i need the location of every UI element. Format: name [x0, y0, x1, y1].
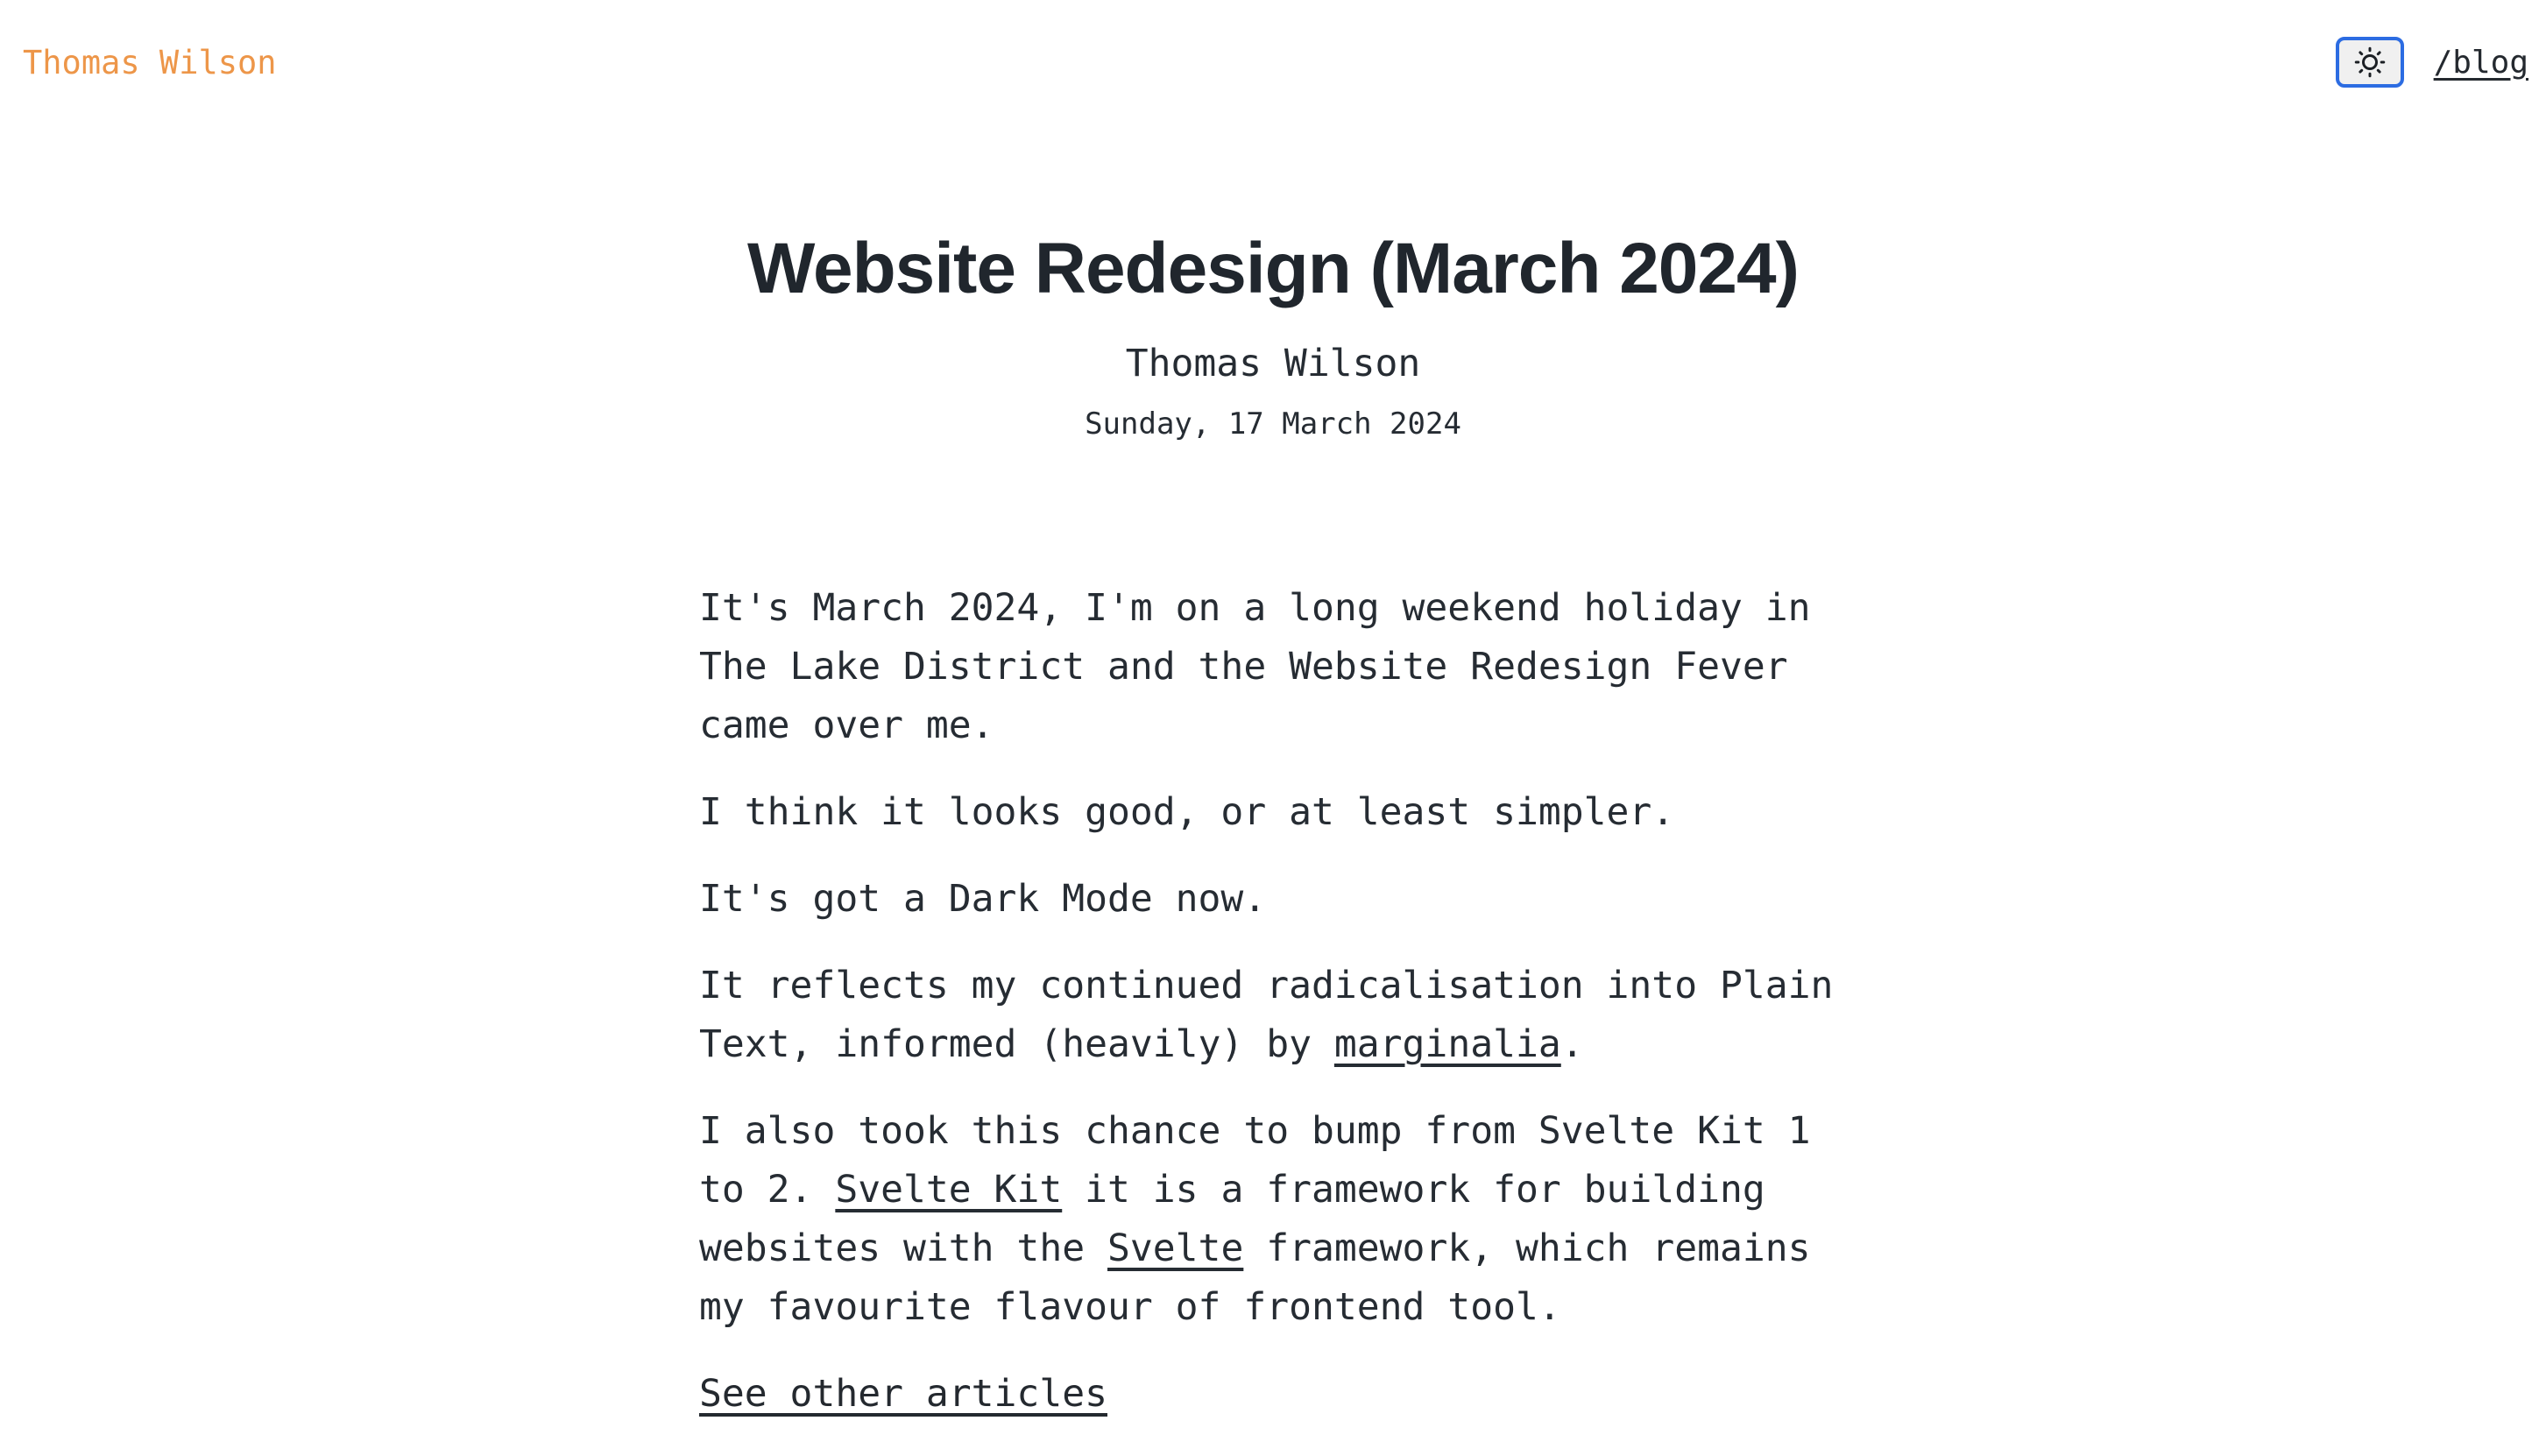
paragraph-text: It's got a Dark Mode now. — [699, 877, 1267, 922]
inline-link[interactable]: Svelte Kit — [835, 1168, 1063, 1212]
page-content — [699, 231, 1847, 1424]
inline-link[interactable]: Svelte — [1107, 1226, 1244, 1271]
sun-icon — [2354, 46, 2386, 78]
article-paragraph — [699, 579, 1847, 755]
theme-toggle-button[interactable] — [2336, 37, 2404, 88]
article-paragraph — [699, 1102, 1847, 1337]
paragraph-text: I think it looks good, or at least simpler. — [699, 790, 1675, 835]
inline-link[interactable]: marginalia — [1333, 1022, 1561, 1067]
article-title: Website Redesign (March 2024) — [747, 229, 1799, 308]
paragraph-text: . — [1560, 1022, 1584, 1067]
see-other-articles-link[interactable]: See other articles — [699, 1372, 1107, 1417]
article-paragraph — [699, 870, 1847, 929]
brand-home-link[interactable]: Thomas Wilson — [23, 43, 277, 81]
site-header — [0, 0, 2546, 88]
header-nav — [2336, 37, 2528, 88]
article-paragraph — [699, 957, 1847, 1074]
paragraph-text: It reflects my continued radicalisation into Plain Text, informed (heavily) by — [699, 964, 1834, 1067]
paragraph-text: framework, which remains my favourite flavour of frontend tool. — [699, 1226, 1811, 1330]
blog-nav-link[interactable]: /blog — [2433, 44, 2528, 81]
paragraph-text: I also took this chance to bump from Svelte Kit 1 to 2. — [699, 1109, 1811, 1212]
article-body — [699, 579, 1847, 1337]
article-date: Sunday, 17 March 2024 — [1085, 406, 1461, 442]
paragraph-text: it is a framework for building websites with the — [699, 1168, 1765, 1271]
see-other-articles-row — [699, 1365, 1847, 1424]
article-paragraph — [699, 783, 1847, 842]
paragraph-text: It's March 2024, I'm on a long weekend holiday in The Lake District and the Website Redesign Fever came over me. — [699, 586, 1811, 748]
article-author: Thomas Wilson — [1125, 342, 1421, 386]
